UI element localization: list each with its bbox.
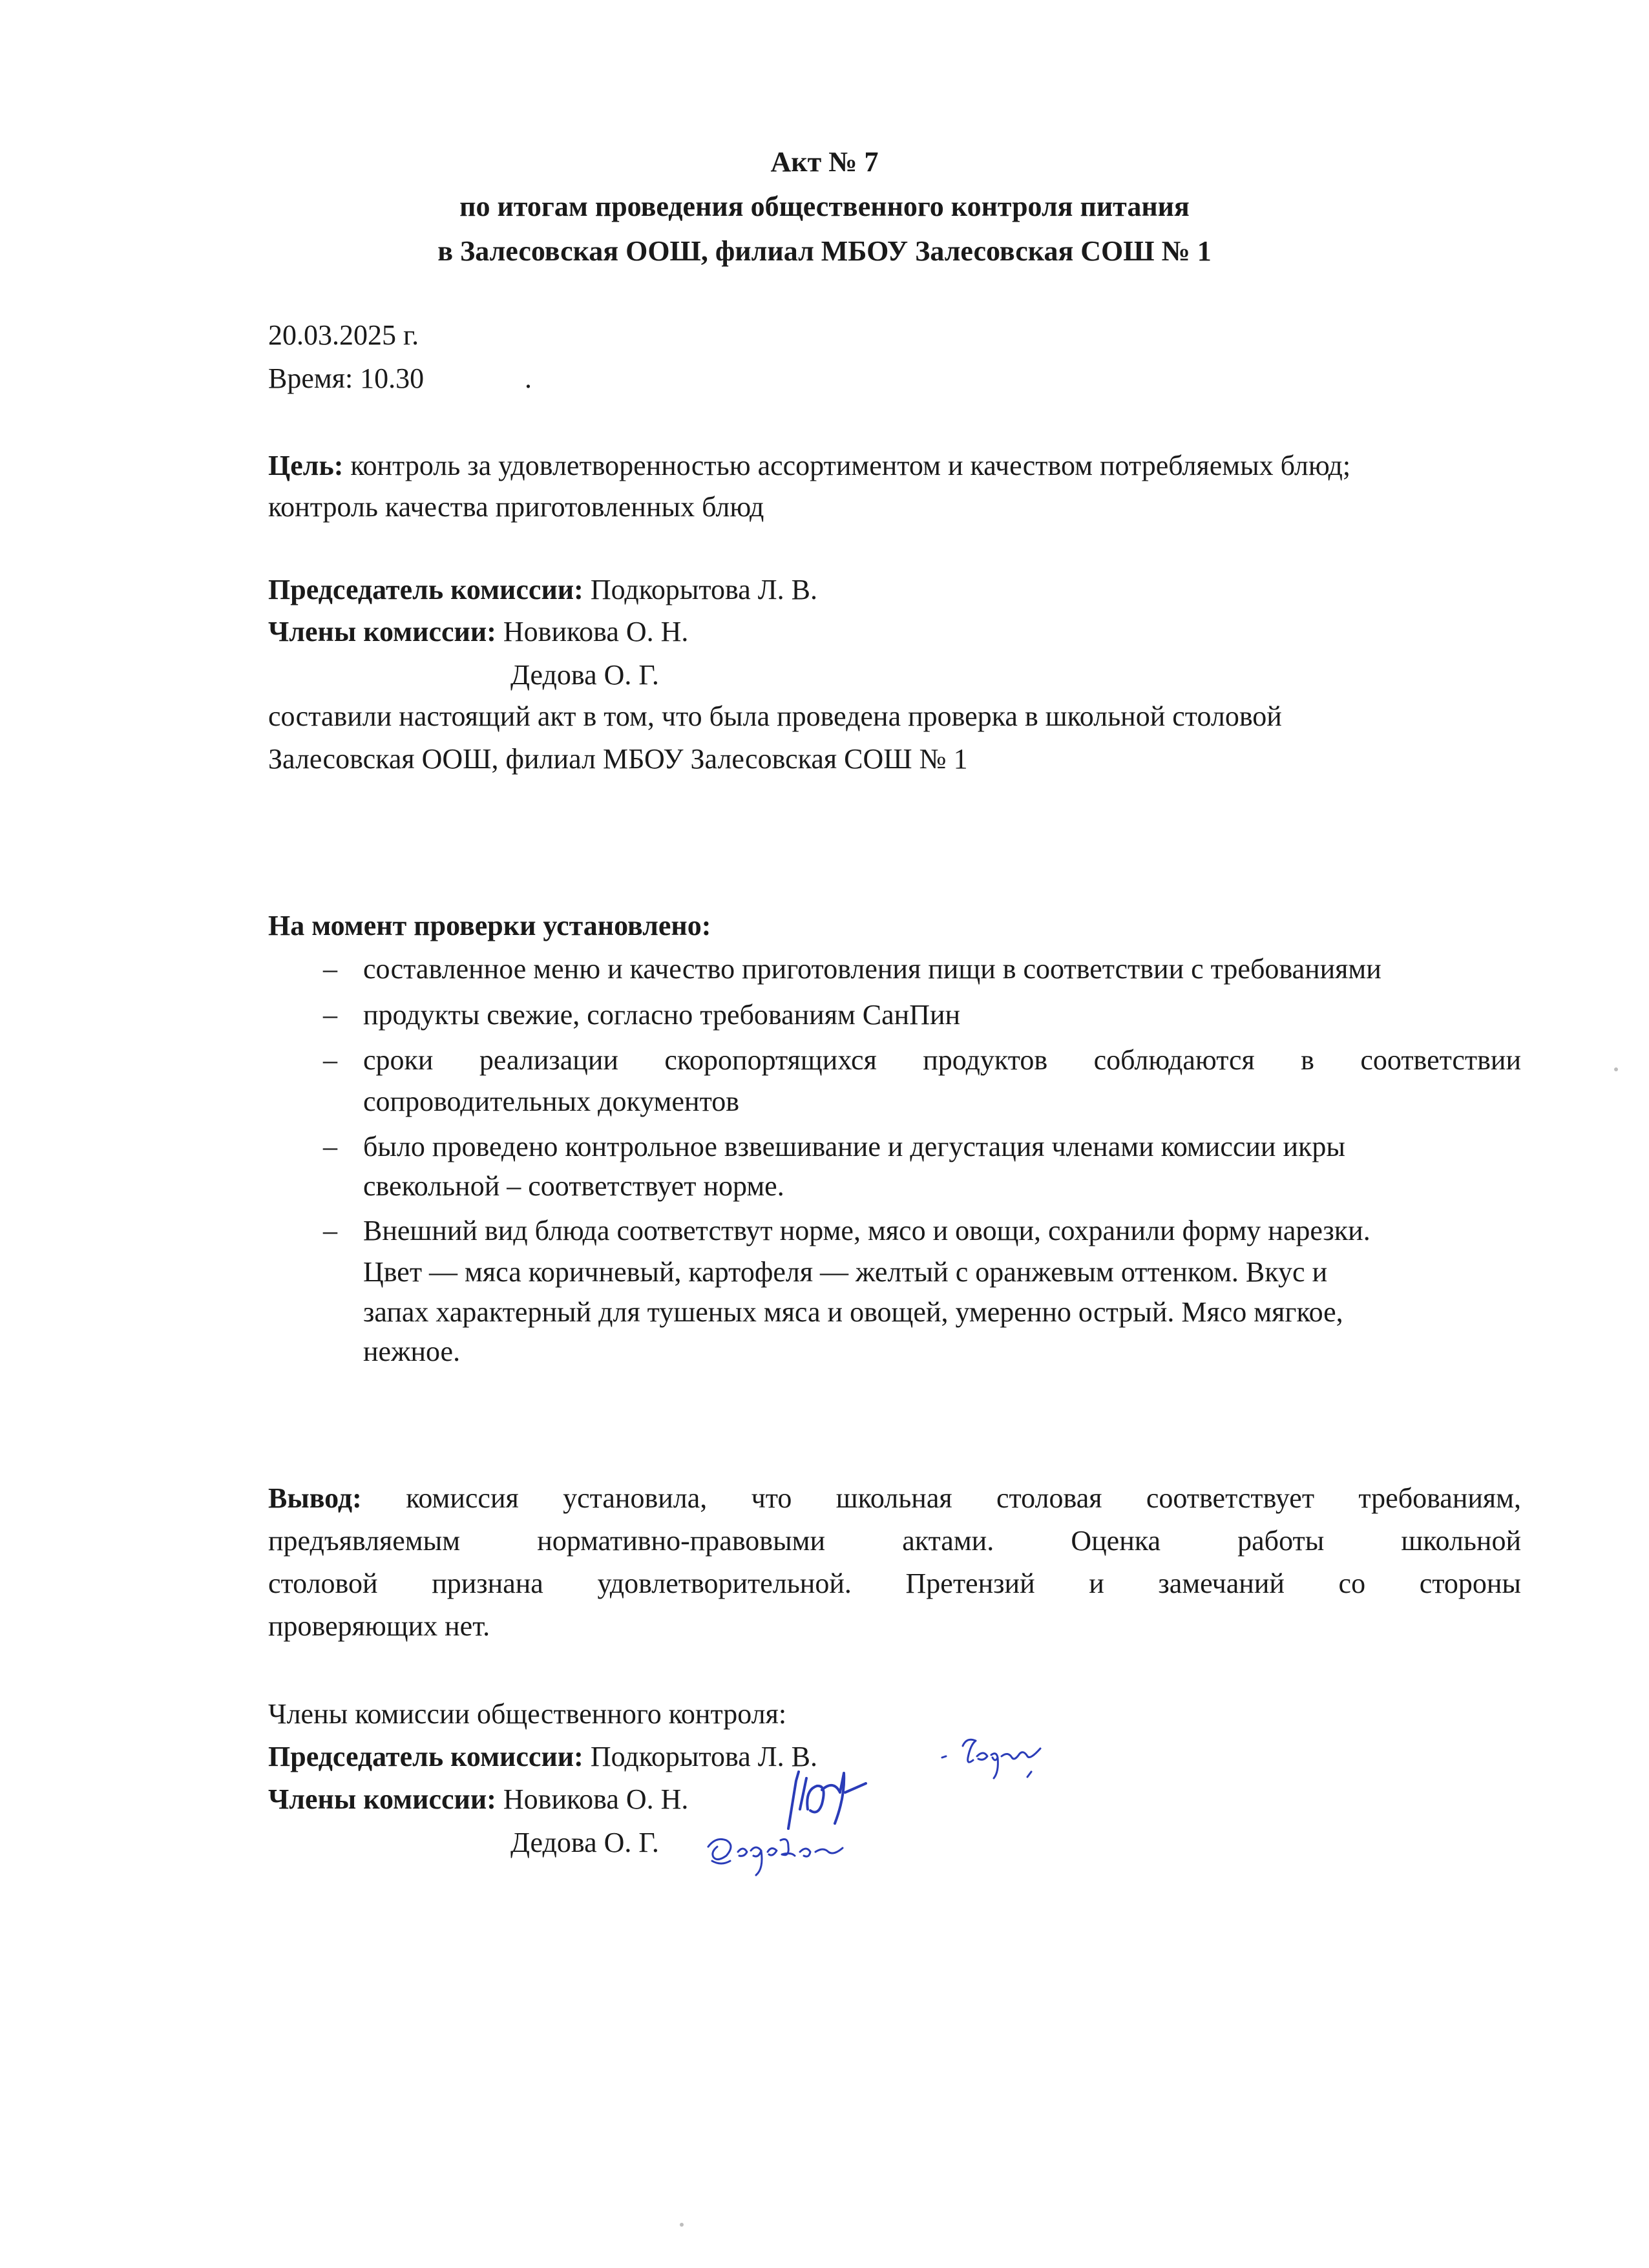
document-subtitle-line-1: по итогам проведения общественного контроля питания [459, 191, 1190, 222]
finding-text-continuation: сопроводительных документов [363, 1086, 740, 1117]
finding-item [323, 948, 1381, 991]
conclusion-line-2: предъявляемым нормативно-правовыми актами. Оценка работы школьной [268, 1525, 1521, 1557]
member-1-name: Новикова О. Н. [503, 616, 689, 647]
signature-chair-label: Председатель комиссии: [268, 1741, 583, 1772]
act-time: Время: 10.30 [268, 362, 425, 394]
list-dash: – [323, 1215, 337, 1246]
findings-heading: На момент проверки установлено: [268, 910, 711, 941]
goal-line-2: контроль качества приготовленных блюд [268, 491, 764, 523]
finding-text-continuation: свекольной – соответствует норме. [363, 1170, 784, 1202]
finding-item [323, 994, 961, 1036]
finding-text: Внешний вид блюда соответствут норме, мясо и овощи, сохранили форму нарезки. [363, 1215, 1371, 1246]
commission-chair-line [268, 569, 817, 611]
chair-name: Подкорытова Л. В. [590, 574, 817, 605]
signature-member-2-name: Дедова О. Г. [510, 1827, 659, 1858]
finding-text-continuation: нежное. [363, 1336, 461, 1367]
commission-statement-line-1: составили настоящий акт в том, что была проведена проверка в школьной столовой [268, 700, 1282, 732]
finding-text-continuation: запах характерный для тушеных мяса и овощей, умеренно острый. Мясо мягкое, [363, 1296, 1343, 1328]
chair-label: Председатель комиссии: [268, 574, 583, 605]
signature-chair-name: Подкорытова Л. В. [590, 1741, 817, 1772]
signature-members-line [268, 1778, 688, 1821]
member-2-handwritten-signature [704, 1823, 859, 1882]
scan-speck [680, 2223, 684, 2227]
scan-speck [1614, 1067, 1618, 1071]
goal-text-1: контроль за удовлетворенностью ассортиментом и качеством потребляемых блюд; [350, 450, 1351, 481]
signature-member-1-name: Новикова О. Н. [503, 1783, 689, 1815]
conclusion-line-3: столовой признана удовлетворительной. Претензий и замечаний со стороны [268, 1568, 1521, 1599]
act-date: 20.03.2025 г. [268, 319, 419, 351]
conclusion-line-4: проверяющих нет. [268, 1610, 490, 1642]
conclusion-label: Вывод: [268, 1482, 362, 1514]
signature-members-label: Члены комиссии: [268, 1783, 496, 1815]
finding-text: сроки реализации скоропортящихся продуктов соблюдаются в соответствии [363, 1044, 1521, 1076]
signatures-intro: Члены комиссии общественного контроля: [268, 1698, 787, 1730]
finding-item [323, 1126, 1345, 1168]
list-dash: – [323, 1131, 337, 1162]
finding-text: было проведено контрольное взвешивание и дегустация членами комиссии икры [363, 1131, 1345, 1162]
conclusion-line-1 [268, 1477, 1521, 1520]
goal-label: Цель: [268, 450, 344, 481]
commission-members-line [268, 611, 688, 653]
goal-line-1 [268, 445, 1350, 487]
finding-text: составленное меню и качество приготовления пищи в соответствии с требованиями [363, 953, 1381, 985]
document-subtitle-line-2: в Залесовская ООШ, филиал МБОУ Залесовская СОШ № 1 [437, 235, 1212, 267]
signature-chair-line [268, 1736, 817, 1778]
commission-statement-line-2: Залесовская ООШ, филиал МБОУ Залесовская СОШ № 1 [268, 743, 968, 775]
list-dash: – [323, 953, 337, 985]
finding-item [323, 1039, 1521, 1082]
document-title: Акт № 7 [770, 146, 879, 178]
list-dash: – [323, 1044, 337, 1076]
list-dash: – [323, 999, 337, 1031]
finding-item [323, 1210, 1371, 1252]
finding-text-continuation: Цвет — мяса коричневый, картофеля — желтый с оранжевым оттенком. Вкус и [363, 1256, 1328, 1288]
chair-handwritten-signature [937, 1732, 1053, 1790]
conclusion-text-1: комиссия установила, что школьная столовая соответствует требованиям, [406, 1482, 1521, 1514]
finding-text: продукты свежие, согласно требованиям СанПин [363, 999, 961, 1031]
members-label: Члены комиссии: [268, 616, 496, 647]
act-time-dot: . [525, 362, 532, 394]
member-2-name: Дедова О. Г. [510, 659, 659, 691]
